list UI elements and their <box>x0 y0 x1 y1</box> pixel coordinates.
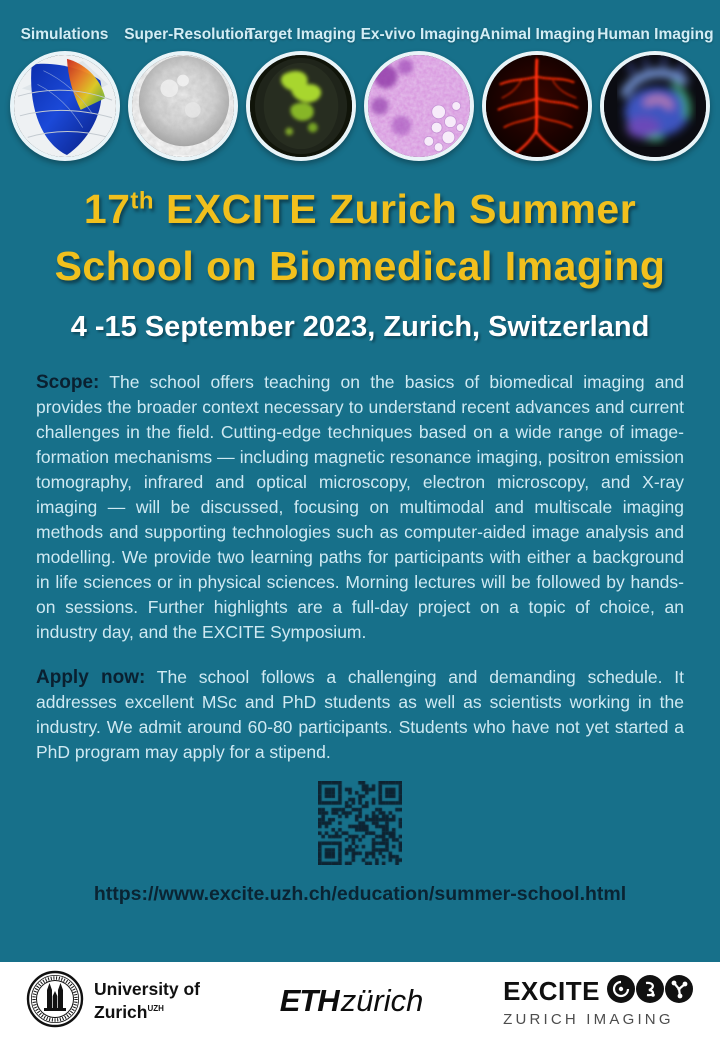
page-title <box>0 181 720 295</box>
excite-logo-word: EXCITE <box>503 976 600 1006</box>
uzh-seal-icon <box>26 970 84 1033</box>
uzh-logo-text: University of Zurich$^{UZH}$ <box>94 979 200 1022</box>
modality-label: Ex-vivo Imaging <box>360 26 480 43</box>
modality-label: Human Imaging <box>597 26 714 43</box>
eth-logo-bold: ETH <box>279 983 339 1018</box>
excite-logo <box>503 974 694 1028</box>
modality-label: Simulations <box>20 26 109 43</box>
super-resolution-image <box>128 51 238 161</box>
title-line-2: School on Biomedical Imaging <box>54 243 666 289</box>
event-date: 4 -15 September 2023, Zurich, Switzerland <box>70 311 650 343</box>
ex-vivo-imaging-image <box>364 51 474 161</box>
modality-row <box>0 0 720 161</box>
apply-paragraph <box>36 665 684 765</box>
url-link[interactable]: https://www.excite.uzh.ch/education/summer-school.html <box>93 883 627 905</box>
excite-logo-tagline: ZURICH IMAGING <box>503 1011 674 1028</box>
uzh-registered-mark: UZH <box>147 1004 164 1014</box>
modality-target-imaging <box>242 26 359 161</box>
target-imaging-image <box>246 51 356 161</box>
eth-logo-light: zürich <box>340 983 424 1018</box>
excite-circles-icon <box>606 974 694 1009</box>
scope-paragraph <box>36 370 684 645</box>
modality-human-imaging <box>597 26 714 161</box>
eth-logo <box>280 983 424 1019</box>
human-imaging-image <box>600 51 710 161</box>
simulations-image <box>10 51 120 161</box>
modality-label: Target Imaging <box>245 26 356 43</box>
title-ordinal-sup: th <box>130 187 155 215</box>
apply-text: The school follows a challenging and demanding schedule. It addresses excellent MSc and PhD students as well as scientists working in the industry. We admit around 60-80 participants. Students who have not yet started a PhD program may apply for a stipend. <box>36 667 684 762</box>
modality-label: Animal Imaging <box>479 26 595 43</box>
title-line-1: 17th EXCITE Zurich Summer <box>83 186 637 232</box>
scope-label: Scope: <box>36 372 100 393</box>
qr-code <box>318 781 402 865</box>
footer <box>0 962 720 1040</box>
modality-ex-vivo-imaging <box>361 26 478 161</box>
modality-animal-imaging <box>479 26 596 161</box>
uzh-logo <box>26 970 200 1033</box>
scope-text: The school offers teaching on the basics of biomedical imaging and provides the broader context necessary to understand recent advances and current challenges in the field. Cutting-edge techniques based on a wide range of image-formation mechanisms — including magnetic resonance imaging, positron emission tomography, infrared and optical microscopy, electron microscopy, and X-ray imaging — will be discussed, focusing on multimodal and multiscale imaging methods and supporting technologies such as computer-aided image analysis and modelling. We provide two learning paths for participants with either a background in life sciences or in physical sciences. Morning lectures will be followed by hands-on sessions. Further highlights are a full-day project on a topic of choice, an industry day, and the EXCITE Symposium. <box>36 372 684 642</box>
modality-label: Super-Resolution <box>124 26 254 43</box>
animal-imaging-image <box>482 51 592 161</box>
apply-label: Apply now: <box>36 667 146 688</box>
modality-simulations <box>6 26 123 161</box>
modality-super-resolution <box>124 26 254 161</box>
